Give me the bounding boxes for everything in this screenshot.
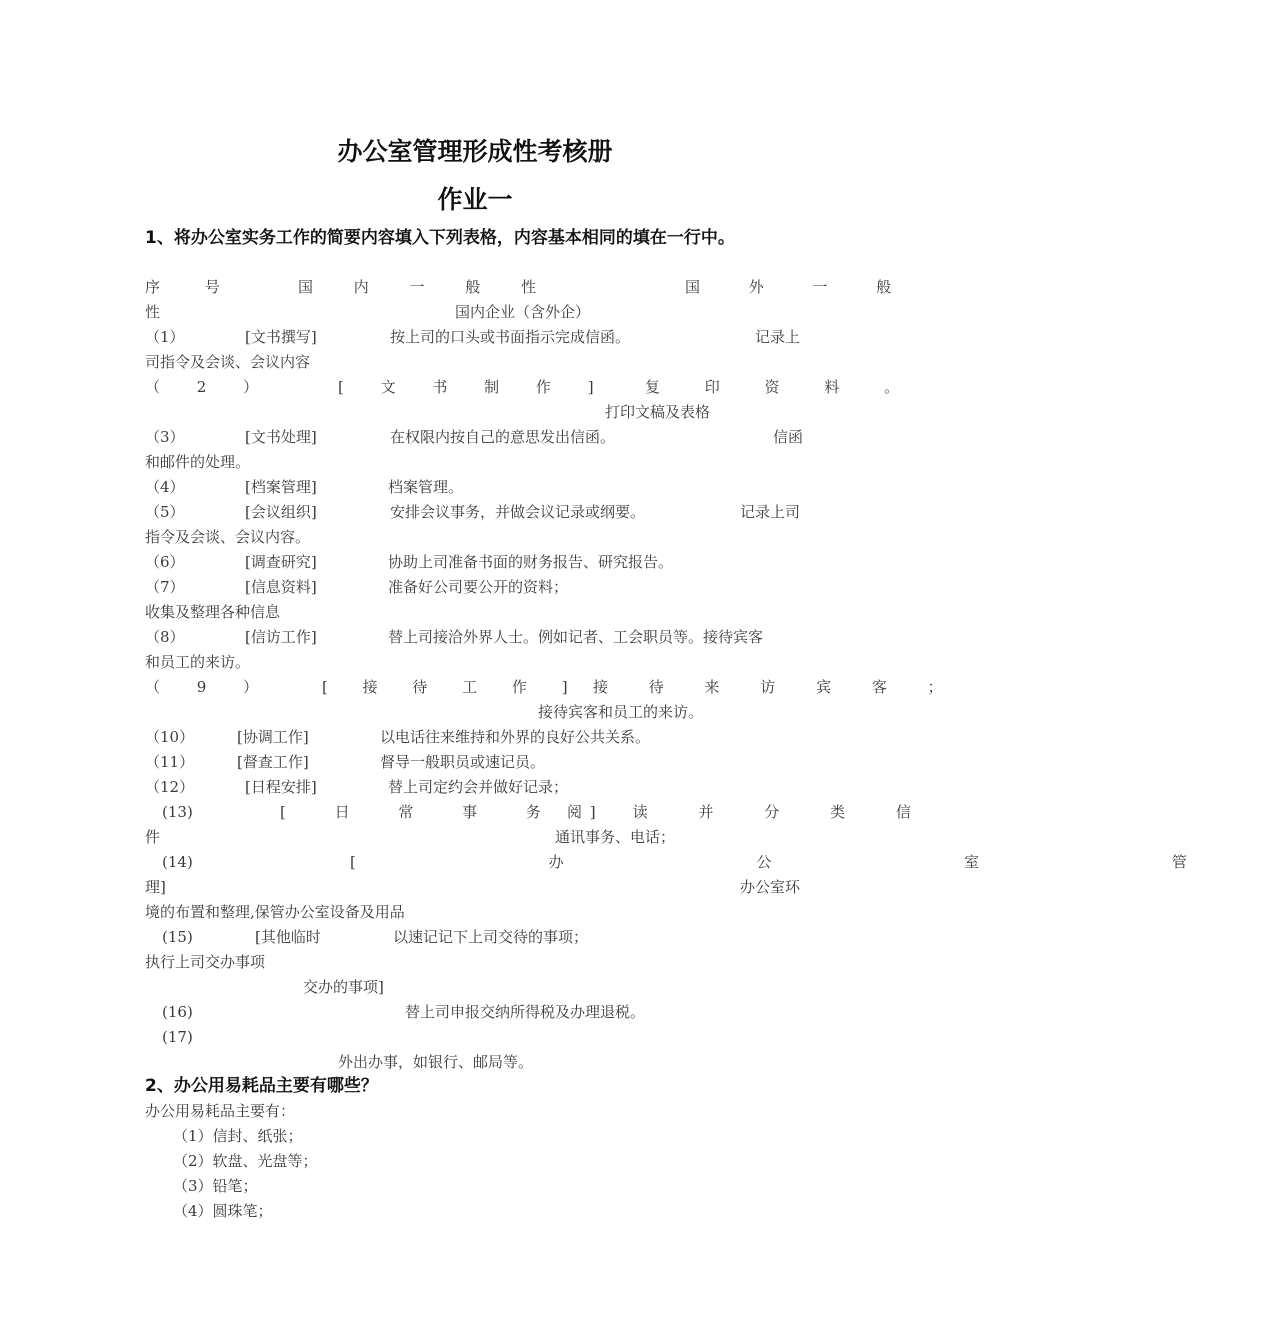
row-2-company-cont: 打印文稿及表格 — [605, 403, 711, 421]
header-company: 国内企业（含外企） — [455, 303, 591, 321]
row-12-domestic: [日程安排] — [245, 778, 317, 796]
row-6-no: （6） — [145, 553, 185, 571]
question-2-intro: 办公用易耗品主要有： — [145, 1102, 296, 1120]
row-6-foreign: 协助上司准备书面的财务报告、研究报告。 — [388, 553, 674, 571]
row-10-no: （10） — [145, 728, 195, 746]
row-15-no: (15) — [162, 928, 193, 946]
row-8-no: （8） — [145, 628, 185, 646]
list-item: （3）铅笔； — [173, 1177, 258, 1195]
row-15-domestic: [其他临时 — [255, 928, 321, 946]
row-14-no: (14) — [162, 853, 193, 871]
row-14-company: 办公室环 — [740, 878, 801, 896]
row-8-foreign: 替上司接洽外界人士。例如记者、工会职员等。接待宾客 — [388, 628, 764, 646]
row-15-company-cont: 执行上司交办事项 — [145, 953, 266, 971]
document-subtitle: 作业一 — [437, 185, 513, 214]
row-5-company-cont: 指令及会谈、会议内容。 — [145, 528, 311, 546]
row-1-no: （1） — [145, 328, 185, 346]
header-foreign-cont: 性 — [145, 303, 161, 321]
row-4-no: （4） — [145, 478, 185, 496]
row-7-foreign: 准备好公司要公开的资料； — [388, 578, 569, 596]
row-5-company: 记录上司 — [740, 503, 801, 521]
row-17-no: (17) — [162, 1028, 193, 1046]
row-8-company-cont: 和员工的来访。 — [145, 653, 251, 671]
header-domestic: 国 内 一 般 性 — [298, 278, 555, 296]
row-10-foreign: 以电话往来维持和外界的良好公共关系。 — [380, 728, 651, 746]
row-17-company-cont: 外出办事，如银行、邮局等。 — [338, 1053, 534, 1071]
header-no: 序 号 — [145, 278, 240, 296]
row-11-foreign: 督导一般职员或速记员。 — [380, 753, 546, 771]
row-2-foreign: 复 印 资 料 。 — [645, 378, 920, 396]
list-item: （4）圆珠笔； — [173, 1202, 273, 1220]
row-9-domestic: [ 接 待 工 作 ] — [322, 678, 583, 696]
row-8-domestic: [信访工作] — [245, 628, 317, 646]
row-14-domestic: [ 办 公 室 管 — [350, 853, 1281, 871]
row-1-company: 记录上 — [755, 328, 801, 346]
row-14-company-cont: 境的布置和整理,保管办公室设备及用品 — [145, 903, 405, 921]
list-item: （1）信封、纸张； — [173, 1127, 303, 1145]
row-13-foreign: 阅 读 并 分 类 信 — [567, 803, 934, 821]
question-2: 2、办公用易耗品主要有哪些？ — [145, 1076, 378, 1096]
row-2-no: （ 2 ） — [145, 378, 275, 396]
row-3-foreign: 在权限内按自己的意思发出信函。 — [390, 428, 616, 446]
row-1-company-cont: 司指令及会谈、会议内容 — [145, 353, 311, 371]
row-12-foreign: 替上司定约会并做好记录； — [388, 778, 569, 796]
row-13-foreign-cont: 件 — [145, 828, 161, 846]
row-16-foreign: 替上司申报交纳所得税及办理退税。 — [405, 1003, 646, 1021]
row-13-company-cont: 通讯事务、电话； — [555, 828, 676, 846]
question-1: 1、将办公室实务工作的简要内容填入下列表格，内容基本相同的填在一行中。 — [145, 228, 735, 248]
row-14-domestic-cont: 理] — [145, 878, 166, 896]
row-3-company: 信函 — [773, 428, 804, 446]
row-1-foreign: 按上司的口头或书面指示完成信函。 — [390, 328, 631, 346]
row-11-domestic: [督查工作] — [237, 753, 309, 771]
row-5-no: （5） — [145, 503, 185, 521]
row-4-foreign: 档案管理。 — [388, 478, 464, 496]
row-9-company-cont: 接待宾客和员工的来访。 — [538, 703, 704, 721]
row-5-foreign: 安排会议事务，并做会议记录或纲要。 — [390, 503, 646, 521]
row-11-no: （11） — [145, 753, 195, 771]
document-title: 办公室管理形成性考核册 — [337, 137, 613, 166]
row-3-company-cont: 和邮件的处理。 — [145, 453, 251, 471]
list-item: （2）软盘、光盘等； — [173, 1152, 318, 1170]
row-10-domestic: [协调工作] — [237, 728, 309, 746]
row-5-domestic: [会议组织] — [245, 503, 317, 521]
row-7-no: （7） — [145, 578, 185, 596]
row-3-no: （3） — [145, 428, 185, 446]
row-6-domestic: [调查研究] — [245, 553, 317, 571]
row-13-no: (13) — [162, 803, 193, 821]
row-15-foreign: 以速记记下上司交待的事项； — [393, 928, 589, 946]
row-2-domestic: [ 文 书 制 作 ] — [338, 378, 610, 396]
row-1-domestic: [文书撰写] — [245, 328, 317, 346]
row-12-no: （12） — [145, 778, 195, 796]
row-4-domestic: [档案管理] — [245, 478, 317, 496]
row-13-domestic: [ 日 常 事 务 ] — [280, 803, 618, 821]
row-9-foreign: 接 待 来 访 宾 客 ； — [593, 678, 961, 696]
row-3-domestic: [文书处理] — [245, 428, 317, 446]
row-7-domestic: [信息资料] — [245, 578, 317, 596]
row-15-domestic-cont: 交办的事项] — [303, 978, 384, 996]
header-foreign: 国 外 一 般 — [685, 278, 914, 296]
row-9-no: （ 9 ） — [145, 678, 275, 696]
row-7-company-cont: 收集及整理各种信息 — [145, 603, 281, 621]
row-16-no: (16) — [162, 1003, 193, 1021]
